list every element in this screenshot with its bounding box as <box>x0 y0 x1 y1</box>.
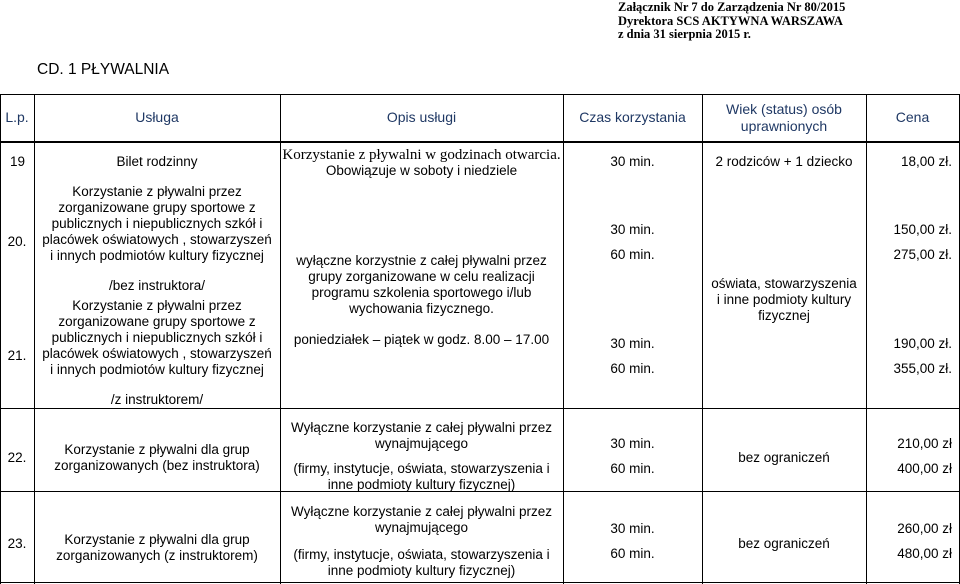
row-23-desc-line-4: inne podmioty kultury fizycznej) <box>327 563 516 578</box>
shared-desc-line-3: programu szkolenia sportowego i/lub <box>311 285 532 300</box>
row-21-service-note: /z instruktorem/ <box>110 392 204 407</box>
col-price-header: Cena <box>895 109 930 125</box>
row-19-service: Bilet rodzinny <box>116 154 198 169</box>
row-23-price-30: 260,00 zł <box>897 521 952 536</box>
row-19-age: 2 rodziców + 1 dziecko <box>715 154 853 169</box>
row-21-service-line-4: placówek oświatowych , stowarzyszeń <box>42 346 272 361</box>
col-service-header: Usługa <box>135 109 179 125</box>
row-22-desc-line-3: (firmy, instytucje, oświata, stowarzyszenia i <box>293 461 550 476</box>
row-19-price: 18,00 zł. <box>900 154 952 169</box>
row-22-desc-line-4: inne podmioty kultury fizycznej) <box>327 477 516 492</box>
row-21-service-line-1: Korzystanie z pływalni przez <box>72 298 242 313</box>
row-22-service-line-1: Korzystanie z pływalni dla grup <box>64 442 250 457</box>
row-20-time-30: 30 min. <box>610 222 655 237</box>
row-23-lp: 23. <box>7 536 27 551</box>
shared-desc-line-4: wychowania fizycznego. <box>349 301 494 316</box>
document-header <box>618 1 878 42</box>
row-23-time-30: 30 min. <box>610 521 655 536</box>
row-23-desc-line-2: wynajmującego <box>374 520 469 535</box>
row-22-service-line-2: zorganizowanych (bez instruktora) <box>54 458 260 473</box>
shared-age-line-2: i inne podmioty kultury <box>716 292 852 307</box>
row-19-time: 30 min. <box>610 154 655 169</box>
row-20-service-line-1: Korzystanie z pływalni przez <box>72 184 242 199</box>
header-line-1: Załącznik Nr 7 do Zarządzenia Nr 80/2015 <box>618 0 846 14</box>
row-22-age: bez ograniczeń <box>738 450 830 465</box>
row-23-service-line-1: Korzystanie z pływalni dla grup <box>64 532 250 547</box>
row-23-service <box>34 528 280 568</box>
row-21-price-60: 355,00 zł. <box>893 361 952 376</box>
col-description-header: Opis usługi <box>386 109 457 125</box>
row-22-desc-bottom <box>280 458 563 496</box>
row-23-time-60: 60 min. <box>610 546 655 561</box>
row-22-price-60: 400,00 zł <box>897 461 952 476</box>
row-20-price-30: 150,00 zł. <box>893 222 952 237</box>
row-23-desc-line-3: (firmy, instytucje, oświata, stowarzyszenia i <box>293 547 550 562</box>
row-20-service-line-3: publicznych i niepublicznych szkół i <box>51 216 263 231</box>
col-age-header-line-2: uprawnionych <box>740 117 828 134</box>
row-23-service-line-2: zorganizowanych (z instruktorem) <box>56 548 258 563</box>
shared-desc-line-1: wyłączne korzystnie z całej pływalni przez <box>296 253 547 268</box>
row-20-service-line-5: i innych podmiotów kultury fizycznej <box>50 248 264 263</box>
row-20-service-line-4: placówek oświatowych , stowarzyszeń <box>42 232 272 247</box>
header-line-3: z dnia 31 sierpnia 2015 r. <box>618 27 751 41</box>
col-lp-header: L.p. <box>5 109 29 125</box>
rows-20-21-age <box>702 272 866 328</box>
row-20-service <box>34 182 280 266</box>
row-22-price-30: 210,00 zł <box>897 436 952 451</box>
row-22-service <box>34 438 280 478</box>
row-21-service <box>34 296 280 380</box>
row-21-time-30: 30 min. <box>610 336 655 351</box>
row-20-service-note: /bez instruktora/ <box>108 278 206 293</box>
row-19-desc-line-1: Korzystanie z pływalni w godzinach otwarcia. <box>282 147 561 163</box>
shared-age-line-3: fizycznej <box>758 308 810 323</box>
row-23-desc-bottom <box>280 544 563 582</box>
row-21-service-line-2: zorganizowane grupy sportowe z <box>58 314 256 329</box>
row-21-service-line-5: i innych podmiotów kultury fizycznej <box>50 362 264 377</box>
row-22-desc-top <box>280 416 563 456</box>
row-22-time-30: 30 min. <box>610 436 655 451</box>
price-table <box>0 94 960 584</box>
col-time-header: Czas korzystania <box>579 109 686 125</box>
row-20-time-60: 60 min. <box>610 247 655 262</box>
row-19-lp: 19 <box>10 154 26 169</box>
row-20-lp: 20. <box>7 234 27 249</box>
rows-20-21-schedule: poniedziałek – piątek w godz. 8.00 – 17.00 <box>293 332 550 347</box>
row-19-description <box>280 143 563 183</box>
col-age-header-line-1: Wiek (status) osób <box>726 100 842 117</box>
section-title: CD. 1 PŁYWALNIA <box>37 61 170 78</box>
row-22-desc-line-2: wynajmującego <box>374 436 469 451</box>
row-21-time-60: 60 min. <box>610 361 655 376</box>
row-22-desc-line-1: Wyłączne korzystanie z całej pływalni przez <box>291 420 552 435</box>
row-20-price-60: 275,00 zł. <box>893 247 952 262</box>
row-21-price-30: 190,00 zł. <box>893 336 952 351</box>
row-20-service-line-2: zorganizowane grupy sportowe z <box>58 200 256 215</box>
row-23-age: bez ograniczeń <box>738 536 830 551</box>
header-line-2: Dyrektora SCS AKTYWNA WARSZAWA <box>618 13 843 28</box>
rows-20-21-description <box>280 248 563 322</box>
row-21-lp: 21. <box>7 348 27 363</box>
shared-age-line-1: oświata, stowarzyszenia <box>711 276 857 291</box>
row-22-time-60: 60 min. <box>610 461 655 476</box>
row-23-desc-line-1: Wyłączne korzystanie z całej pływalni przez <box>291 504 552 519</box>
shared-desc-line-2: grupy zorganizowane w celu realizacji <box>308 269 535 284</box>
row-22-lp: 22. <box>7 450 27 465</box>
row-21-service-line-3: publicznych i niepublicznych szkół i <box>51 330 263 345</box>
col-age-header <box>702 94 866 141</box>
row-19-desc-line-2: Obowiązuje w soboty i niedziele <box>325 163 518 178</box>
row-23-price-60: 480,00 zł <box>897 546 952 561</box>
row-23-desc-top <box>280 500 563 540</box>
